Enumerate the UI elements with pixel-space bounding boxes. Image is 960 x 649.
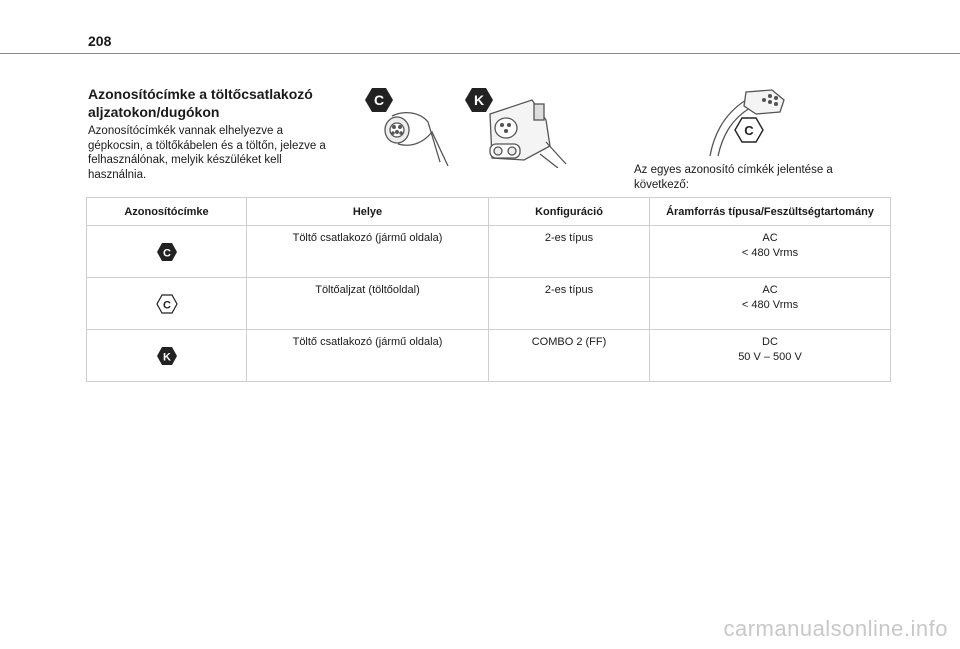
location-cell: Töltő csatlakozó (jármű oldala) bbox=[247, 330, 489, 382]
table-row bbox=[87, 278, 891, 330]
section-title: Azonosítócímke a töltőcsatlakozó aljzatokon/dugókon bbox=[88, 86, 313, 120]
badge-c-outlined-icon bbox=[735, 118, 763, 142]
vehicle-plug-badge-letter: C bbox=[373, 92, 385, 108]
station-plug-badge-letter: K bbox=[473, 92, 485, 108]
power-type: DC bbox=[762, 336, 778, 348]
table-header-row bbox=[87, 198, 891, 226]
configuration-cell: 2-es típus bbox=[489, 278, 650, 330]
page-number: 208 bbox=[88, 33, 112, 49]
section-intro: Azonosítócímkék vannak elhelyezve a gépkocsin, a töltőkábelen és a töltőn, jelezve a felhasználónak, melyik készüléket kell használnia. bbox=[88, 125, 326, 181]
power-type: AC bbox=[762, 232, 778, 244]
row-badge-letter: K bbox=[162, 351, 171, 363]
row-badge-letter: C bbox=[162, 299, 171, 311]
row-badge-letter: C bbox=[162, 247, 171, 259]
voltage-range: < 480 Vrms bbox=[741, 247, 799, 259]
configuration-cell: 2-es típus bbox=[489, 226, 650, 278]
socket-illustration bbox=[700, 84, 796, 160]
badge-c-filled-icon bbox=[156, 242, 178, 262]
station-plug-illustration bbox=[462, 84, 572, 168]
illustration-caption: Az egyes azonosító címkék jelentése a következő: bbox=[634, 164, 833, 191]
label-cell bbox=[87, 278, 247, 330]
header-rule bbox=[0, 53, 960, 54]
badge-k-filled-icon bbox=[465, 88, 493, 112]
watermark: carmanualsonline.info bbox=[723, 616, 948, 641]
col-header-configuration: Konfiguráció bbox=[489, 198, 650, 226]
power-cell bbox=[650, 330, 891, 382]
identification-table bbox=[86, 197, 891, 382]
col-header-label: Azonosítócímke bbox=[87, 198, 247, 226]
badge-c-outlined-icon bbox=[156, 294, 178, 314]
voltage-range: 50 V – 500 V bbox=[738, 351, 802, 363]
power-cell bbox=[650, 278, 891, 330]
power-type: AC bbox=[762, 284, 778, 296]
col-header-location: Helye bbox=[247, 198, 489, 226]
configuration-cell: COMBO 2 (FF) bbox=[489, 330, 650, 382]
location-cell: Töltő csatlakozó (jármű oldala) bbox=[247, 226, 489, 278]
vehicle-plug-illustration bbox=[362, 84, 457, 168]
table-row bbox=[87, 226, 891, 278]
table-row bbox=[87, 330, 891, 382]
power-cell bbox=[650, 226, 891, 278]
badge-c-filled-icon bbox=[365, 88, 393, 112]
type2-plug-icon bbox=[385, 113, 448, 166]
socket-badge-letter: C bbox=[744, 123, 754, 138]
location-cell: Töltőaljzat (töltőoldal) bbox=[247, 278, 489, 330]
col-header-power: Áramforrás típusa/Feszültségtartomány bbox=[650, 198, 891, 226]
voltage-range: < 480 Vrms bbox=[741, 299, 799, 311]
label-cell bbox=[87, 226, 247, 278]
label-cell bbox=[87, 330, 247, 382]
ccs-plug-icon bbox=[490, 100, 566, 168]
badge-k-filled-icon bbox=[156, 346, 178, 366]
